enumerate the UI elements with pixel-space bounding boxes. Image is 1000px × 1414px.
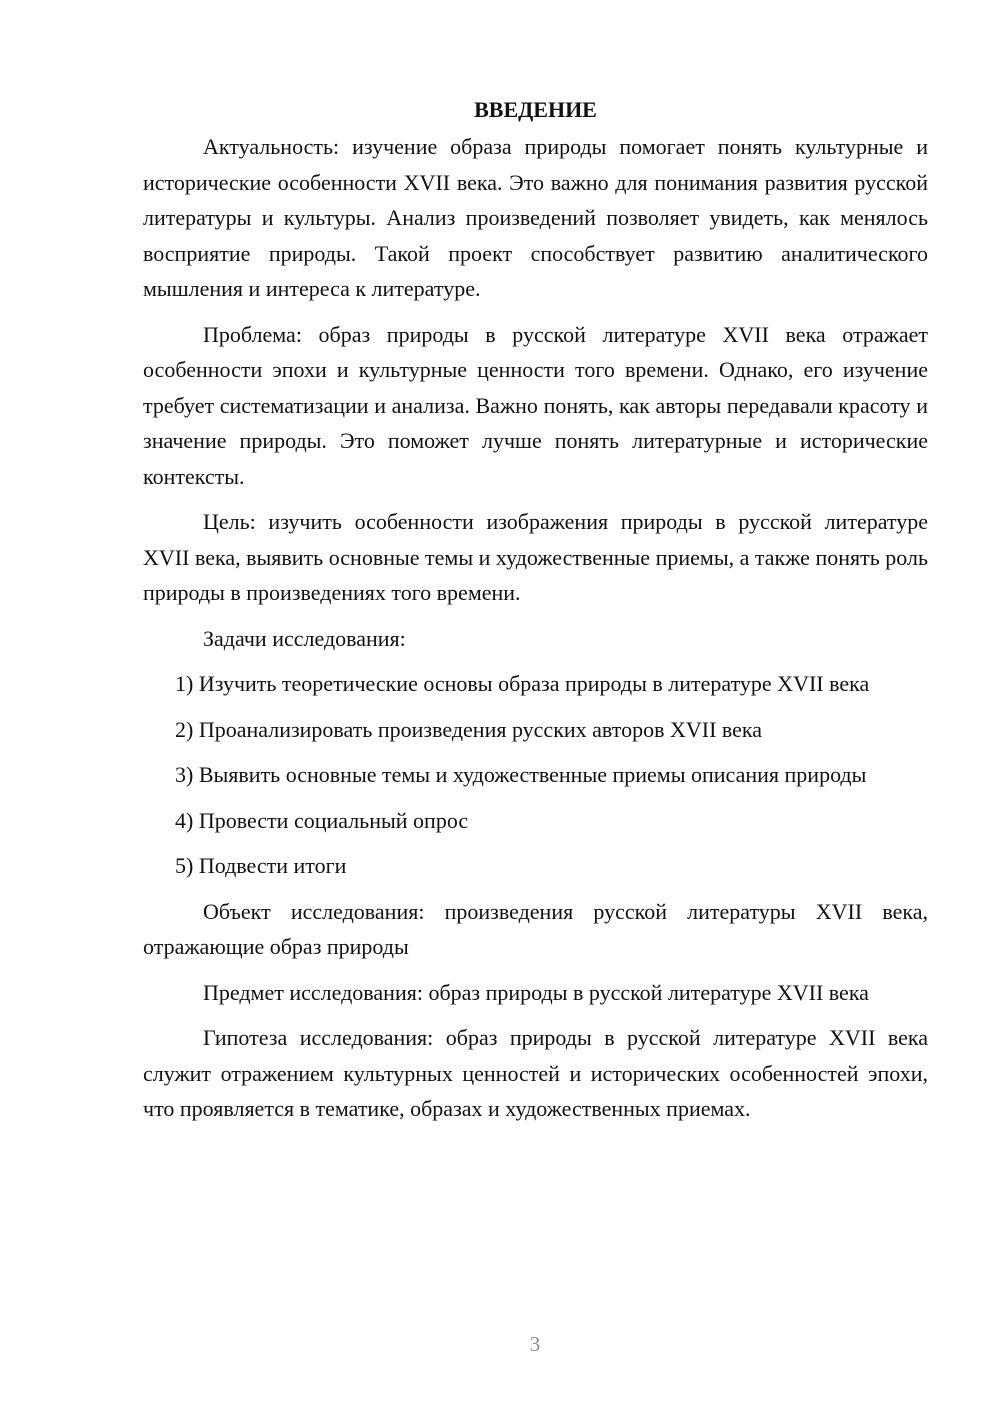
problem-paragraph: Проблема: образ природы в русской литературе XVII века отражает особенности эпохи и культурные ценности того времени. Однако, его изучение требует систематизации и анализа. Важно понять, как авторы передавали красоту и значение природы. Это поможет лучше понять литературные и исторические контексты.: [143, 321, 928, 489]
task-item-4: 4) Провести социальный опрос: [175, 807, 469, 833]
section-heading: ВВЕДЕНИЕ: [474, 97, 597, 122]
task-item-5: 5) Подвести итоги: [175, 853, 347, 878]
subject-paragraph: Предмет исследования: образ природы в русской литературе XVII века: [203, 979, 869, 1005]
goal-paragraph: Цель: изучить особенности изображения природы в русской литературе XVII века, выявить основные темы и художественные приемы, а также понять роль природы в произведениях того времени.: [143, 509, 928, 605]
object-paragraph: Объект исследования: произведения русской литературы XVII века, отражающие образ природы: [143, 898, 928, 959]
tasks-title: Задачи исследования:: [203, 625, 406, 651]
document-page: [143, 92, 928, 1127]
relevance-paragraph: Актуальность: изучение образа природы помогает понять культурные и исторические особенности XVII века. Это важно для понимания развития русской литературы и культуры. Анализ произведений позволяет увидеть, как менялось восприятие природы. Такой проект способствует развитию аналитического мышления и интереса к литературе.: [143, 134, 928, 301]
task-item-3: 3) Выявить основные темы и художественные приемы описания природы: [175, 762, 867, 787]
task-item-2: 2) Проанализировать произведения русских авторов XVII века: [175, 716, 763, 742]
hypothesis-paragraph: Гипотеза исследования: образ природы в русской литературе XVII века служит отражением культурных ценностей и исторических особенностей эпохи, что проявляется в тематике, образах и художественных приемах.: [143, 1025, 928, 1121]
task-item-1: 1) Изучить теоретические основы образа природы в литературе XVII века: [175, 671, 870, 696]
page-number: 3: [529, 1332, 541, 1356]
